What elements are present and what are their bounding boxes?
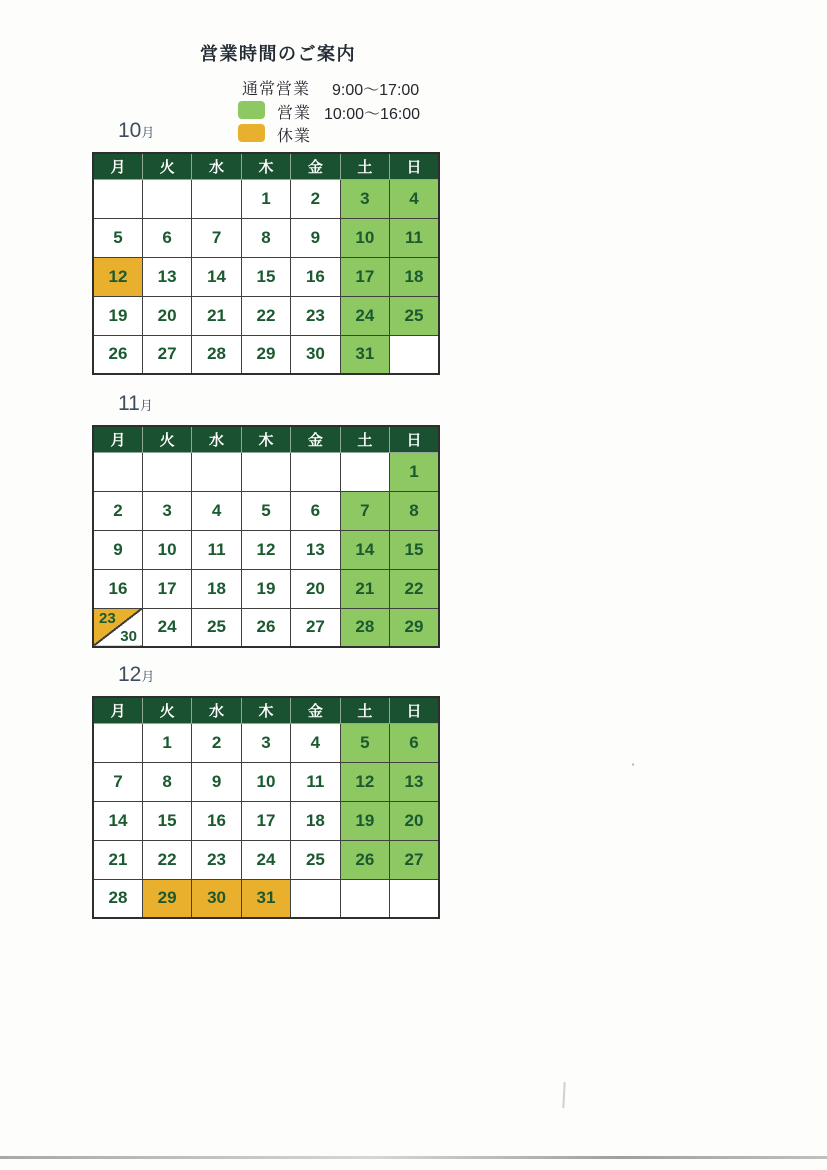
month-number: 10 <box>118 119 142 142</box>
day-cell: 20 <box>390 801 439 840</box>
weekday-header-row <box>93 697 439 723</box>
day-cell: 12 <box>241 530 290 569</box>
empty-cell <box>291 452 340 491</box>
day-cell: 4 <box>390 179 439 218</box>
weekday-header-0: 月 <box>93 697 142 723</box>
day-cell: 3 <box>142 491 191 530</box>
scan-speck-artifact <box>632 763 634 766</box>
day-cell: 10 <box>142 530 191 569</box>
day-cell: 12 <box>340 762 389 801</box>
split-day-bottom: 30 <box>120 628 137 645</box>
week-row <box>93 879 439 918</box>
day-cell: 21 <box>192 296 241 335</box>
day-cell: 24 <box>241 840 290 879</box>
week-row <box>93 179 439 218</box>
week-row <box>93 569 439 608</box>
day-cell: 21 <box>340 569 389 608</box>
day-cell: 29 <box>241 335 290 374</box>
weekday-header-6: 日 <box>390 697 439 723</box>
legend <box>238 76 438 145</box>
day-cell: 23 <box>192 840 241 879</box>
weekday-header-1: 火 <box>142 697 191 723</box>
week-row <box>93 723 439 762</box>
day-cell: 19 <box>93 296 142 335</box>
day-cell: 5 <box>93 218 142 257</box>
legend-closed-label: 休業 <box>277 128 312 145</box>
weekday-header-6: 日 <box>390 426 439 452</box>
month-label <box>118 392 153 416</box>
day-cell: 27 <box>142 335 191 374</box>
day-cell: 15 <box>241 257 290 296</box>
empty-cell <box>340 452 389 491</box>
day-cell: 3 <box>241 723 290 762</box>
weekday-header-3: 木 <box>241 153 290 179</box>
weekday-header-5: 土 <box>340 697 389 723</box>
empty-cell <box>142 452 191 491</box>
day-cell: 22 <box>241 296 290 335</box>
scan-edge-artifact <box>0 1156 827 1159</box>
day-cell: 1 <box>241 179 290 218</box>
day-cell: 2 <box>291 179 340 218</box>
day-cell: 3 <box>340 179 389 218</box>
closed-color-swatch <box>238 124 265 142</box>
empty-cell <box>93 452 142 491</box>
weekday-header-2: 水 <box>192 697 241 723</box>
month-label <box>118 663 154 687</box>
day-cell: 8 <box>142 762 191 801</box>
weekday-header-row <box>93 153 439 179</box>
day-cell: 4 <box>291 723 340 762</box>
day-cell: 18 <box>192 569 241 608</box>
day-cell: 26 <box>93 335 142 374</box>
day-cell: 20 <box>142 296 191 335</box>
empty-cell <box>142 179 191 218</box>
day-cell: 27 <box>390 840 439 879</box>
day-cell: 17 <box>142 569 191 608</box>
month-suffix: 月 <box>139 398 153 413</box>
month-suffix: 月 <box>141 669 155 684</box>
week-row <box>93 840 439 879</box>
week-row <box>93 335 439 374</box>
day-cell: 16 <box>291 257 340 296</box>
weekday-header-5: 土 <box>340 153 389 179</box>
day-cell: 5 <box>340 723 389 762</box>
day-cell: 15 <box>142 801 191 840</box>
day-cell: 7 <box>340 491 389 530</box>
legend-open-hours: 10:00～16:00 <box>324 106 421 123</box>
month-suffix: 月 <box>141 125 155 140</box>
empty-cell <box>291 879 340 918</box>
week-row <box>93 762 439 801</box>
day-cell: 31 <box>340 335 389 374</box>
weekday-header-0: 月 <box>93 426 142 452</box>
day-cell: 27 <box>291 608 340 647</box>
weekday-header-1: 火 <box>142 426 191 452</box>
page-title: 営業時間のご案内 <box>200 44 356 64</box>
calendar-table <box>92 152 440 375</box>
day-cell: 14 <box>192 257 241 296</box>
day-cell: 8 <box>390 491 439 530</box>
day-cell: 15 <box>390 530 439 569</box>
empty-cell <box>390 335 439 374</box>
day-cell: 6 <box>291 491 340 530</box>
weekday-header-4: 金 <box>291 426 340 452</box>
day-cell: 10 <box>340 218 389 257</box>
day-cell: 13 <box>390 762 439 801</box>
weekday-header-4: 金 <box>291 153 340 179</box>
weekday-header-6: 日 <box>390 153 439 179</box>
day-cell: 20 <box>291 569 340 608</box>
split-day-cell <box>93 608 142 647</box>
day-cell: 29 <box>142 879 191 918</box>
week-row <box>93 801 439 840</box>
day-cell: 13 <box>142 257 191 296</box>
week-row <box>93 491 439 530</box>
day-cell: 19 <box>340 801 389 840</box>
day-cell: 8 <box>241 218 290 257</box>
day-cell: 21 <box>93 840 142 879</box>
legend-normal-hours: 9:00～17:00 <box>332 82 420 99</box>
day-cell: 4 <box>192 491 241 530</box>
split-day-top: 23 <box>99 609 116 627</box>
day-cell: 9 <box>291 218 340 257</box>
weekday-header-4: 金 <box>291 697 340 723</box>
day-cell: 6 <box>390 723 439 762</box>
day-cell: 17 <box>340 257 389 296</box>
day-cell: 7 <box>192 218 241 257</box>
day-cell: 25 <box>291 840 340 879</box>
day-cell: 24 <box>340 296 389 335</box>
week-row <box>93 530 439 569</box>
day-cell: 19 <box>241 569 290 608</box>
weekday-header-5: 土 <box>340 426 389 452</box>
weekday-header-3: 木 <box>241 697 290 723</box>
day-cell: 28 <box>340 608 389 647</box>
scan-crease-artifact <box>562 1082 565 1108</box>
day-cell: 11 <box>291 762 340 801</box>
empty-cell <box>390 879 439 918</box>
day-cell: 9 <box>192 762 241 801</box>
week-row <box>93 608 439 647</box>
empty-cell <box>241 452 290 491</box>
empty-cell <box>192 179 241 218</box>
week-row <box>93 452 439 491</box>
day-cell: 16 <box>192 801 241 840</box>
day-cell: 18 <box>291 801 340 840</box>
day-cell: 9 <box>93 530 142 569</box>
calendar-table <box>92 425 440 648</box>
day-cell: 13 <box>291 530 340 569</box>
month-label <box>118 119 154 143</box>
day-cell: 25 <box>192 608 241 647</box>
day-cell: 7 <box>93 762 142 801</box>
day-cell: 14 <box>340 530 389 569</box>
day-cell: 12 <box>93 257 142 296</box>
empty-cell <box>340 879 389 918</box>
day-cell: 25 <box>390 296 439 335</box>
week-row <box>93 257 439 296</box>
weekday-header-3: 木 <box>241 426 290 452</box>
day-cell: 28 <box>93 879 142 918</box>
day-cell: 31 <box>241 879 290 918</box>
day-cell: 26 <box>340 840 389 879</box>
day-cell: 18 <box>390 257 439 296</box>
legend-open-label: 営業 <box>277 105 312 122</box>
empty-cell <box>93 179 142 218</box>
day-cell: 30 <box>291 335 340 374</box>
day-cell: 17 <box>241 801 290 840</box>
month-number: 11 <box>118 392 140 415</box>
day-cell: 22 <box>390 569 439 608</box>
weekday-header-2: 水 <box>192 426 241 452</box>
day-cell: 22 <box>142 840 191 879</box>
day-cell: 24 <box>142 608 191 647</box>
day-cell: 29 <box>390 608 439 647</box>
day-cell: 1 <box>142 723 191 762</box>
weekday-header-row <box>93 426 439 452</box>
day-cell: 11 <box>390 218 439 257</box>
day-cell: 1 <box>390 452 439 491</box>
day-cell: 5 <box>241 491 290 530</box>
day-cell: 23 <box>291 296 340 335</box>
day-cell: 28 <box>192 335 241 374</box>
day-cell: 10 <box>241 762 290 801</box>
day-cell: 11 <box>192 530 241 569</box>
calendar-table <box>92 696 440 919</box>
week-row <box>93 296 439 335</box>
week-row <box>93 218 439 257</box>
empty-cell <box>192 452 241 491</box>
weekday-header-1: 火 <box>142 153 191 179</box>
day-cell: 14 <box>93 801 142 840</box>
day-cell: 26 <box>241 608 290 647</box>
day-cell: 6 <box>142 218 191 257</box>
open-color-swatch <box>238 101 265 119</box>
day-cell: 30 <box>192 879 241 918</box>
legend-normal-label: 通常営業 <box>242 81 311 98</box>
weekday-header-2: 水 <box>192 153 241 179</box>
month-number: 12 <box>118 663 142 686</box>
day-cell: 16 <box>93 569 142 608</box>
day-cell: 2 <box>192 723 241 762</box>
weekday-header-0: 月 <box>93 153 142 179</box>
empty-cell <box>93 723 142 762</box>
day-cell: 2 <box>93 491 142 530</box>
